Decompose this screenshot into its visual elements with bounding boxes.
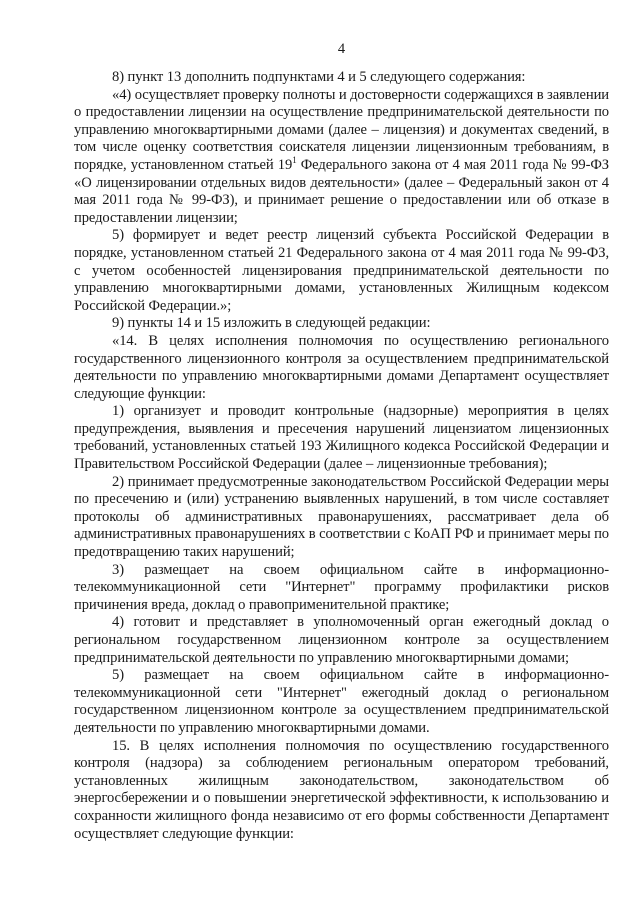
paragraph-clause-15: 15. В целях исполнения полномочия по осуществлению государственного контроля (надзора) за соблюдением региональным оператором требований, установленных жилищным законодательством, законодательством об энергосбережении и о повышении энергетической эффективности, к использованию и сохранности жилищного фонда независимо от его формы собственности Департамент осуществляет следующие функции: xyxy=(74,737,609,842)
paragraph-clause-14: «14. В целях исполнения полномочия по осуществлению регионального государственного лицензионного контроля за осуществлением предпринимательской деятельности по управлению многоквартирными домами Департамент осуществляет следующие функции: xyxy=(74,332,609,402)
paragraph-subitem-4 xyxy=(74,87,609,228)
paragraph-function-4: 4) готовит и представляет в уполномоченный орган ежегодный доклад о региональном государственном лицензионном контроле за осуществлением предпринимательской деятельности по управлению многоквартирными домами; xyxy=(74,614,609,666)
paragraph-subitem-4-text-a: «4) осуществляет проверку полноты и достоверности содержащихся в заявлении о предоставлении лицензии на осуществление предпринимательской деятельности по управлению многоквартирными домами (далее – лицензия) и документах сведений, в том числе оценку соответствия соискателя лицензии лицензионным требованиям, в порядке, установленном статьей 19 xyxy=(74,86,609,173)
paragraph-subitem-5: 5) формирует и ведет реестр лицензий субъекта Российской Федерации в порядке, установленном статьей 21 Федерального закона от 4 мая 2011 года № 99-ФЗ, с учетом особенностей лицензирования предпринимательской деятельности по управлению многоквартирными домами, установленных Жилищным кодексом Российской Федерации.»; xyxy=(74,227,609,314)
paragraph-function-3: 3) размещает на своем официальном сайте в информационно-телекоммуникационной сети "Интернет" программу профилактики рисков причинения вреда, доклад о правоприменительной практике; xyxy=(74,561,609,613)
paragraph-function-5: 5) размещает на своем официальном сайте в информационно-телекоммуникационной сети "Интернет" ежегодный доклад о региональном государственном лицензионном контроле за осуществлением предпринимательской деятельности по управлению многоквартирными домами. xyxy=(74,667,609,736)
paragraph-item-8: 8) пункт 13 дополнить подпунктами 4 и 5 следующего содержания: xyxy=(112,69,526,85)
paragraph-function-2: 2) принимает предусмотренные законодательством Российской Федерации меры по пресечению и (или) устранению выявленных нарушений, в том числе составляет протоколы об административных правонарушениях, рассматривает дела об административных правонарушениях в соответствии с КоАП РФ и принимает меры по предотвращению таких нарушений; xyxy=(74,473,609,561)
article-superscript: 1 xyxy=(292,154,297,165)
paragraph-subitem-4-text-b: Федерального закона от 4 мая 2011 года № 99-ФЗ «О лицензировании отдельных видов деятельности» (далее – Федеральный закон от 4 мая 2011 года № 99-ФЗ), и принимает решение о предоставлении или об отказе в предоставлении лицензии; xyxy=(74,156,609,226)
paragraph-function-1: 1) организует и проводит контрольные (надзорные) мероприятия в целях предупреждения, выявления и пресечения нарушений лицензиатом лицензионных требований, установленных статьей 193 Жилищного кодекса Российской Федерации и Правительством Российской Федерации (далее – лицензионные требования); xyxy=(74,403,609,473)
page-number: 4 xyxy=(337,41,346,57)
paragraph-item-9: 9) пункты 14 и 15 изложить в следующей редакции: xyxy=(112,315,431,332)
